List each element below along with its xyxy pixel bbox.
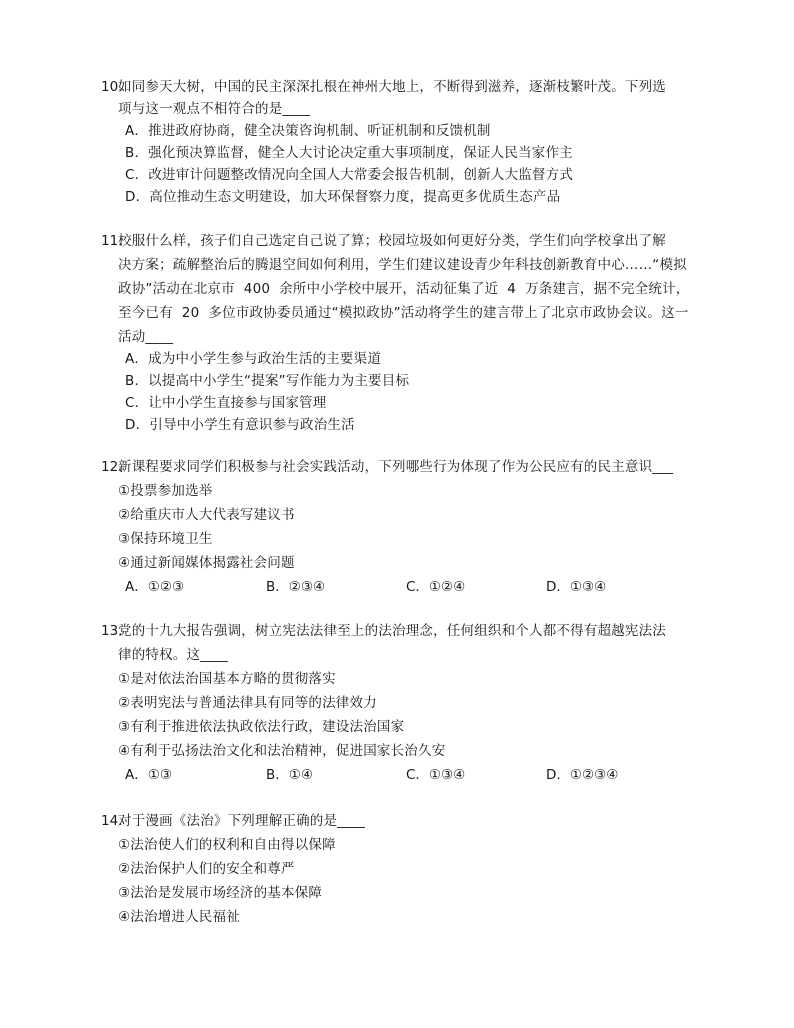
statement-item: ④法治增进人民福祉	[118, 909, 240, 925]
question-number: 10.	[101, 79, 123, 95]
option-d: D．引导中小学生有意识参与政治生活	[125, 417, 355, 433]
option-b: B．强化预决算监督，健全人大讨论决定重大事项制度，保证人民当家作主	[125, 145, 573, 161]
choice-b: B．②③④	[266, 579, 326, 595]
option-b: B．以提高中小学生“提案”写作能力为主要目标	[125, 373, 410, 389]
choice-d: D．①②③④	[546, 767, 619, 783]
choice-d: D．①③④	[546, 579, 607, 595]
choice-b: B．①④	[266, 767, 313, 783]
option-c: C．改进审计问题整改情况向全国人大常委会报告机制，创新人大监督方式	[125, 167, 574, 183]
option-d: D．高位推动生态文明建设，加大环保督察力度，提高更多优质生态产品	[125, 189, 561, 205]
question-stem-line: 项与这一观点不相符合的是____	[118, 101, 311, 117]
question-stem-line: 校服什么样，孩子们自己选定自己说了算；校园垃圾如何更好分类，学生们向学校拿出了解	[118, 233, 666, 249]
option-a: A．成为中小学生参与政治生活的主要渠道	[125, 351, 382, 367]
statement-item: ③法治是发展市场经济的基本保障	[118, 885, 323, 901]
question-stem-line: 活动____	[118, 329, 174, 345]
question-number: 14.	[101, 813, 123, 829]
question-number: 11.	[101, 233, 123, 249]
statement-item: ②给重庆市人大代表写建议书	[118, 507, 295, 523]
question-number: 12.	[101, 459, 123, 475]
statement-item: ③保持环境卫生	[118, 531, 213, 547]
question-stem-line: 政协”活动在北京市 400 余所中小学校中展开，活动征集了近 4 万条建言，据不完全统计，	[118, 281, 690, 297]
statement-item: ③有利于推进依法执政依法行政，建设法治国家	[118, 719, 405, 735]
choice-c: C．①③④	[406, 767, 466, 783]
option-a: A．推进政府协商，健全决策咨询机制、听证机制和反馈机制	[125, 123, 491, 139]
question-stem-line: 至今已有 20 多位市政协委员通过“模拟政协”活动将学生的建言带上了北京市政协会议。这一	[118, 305, 689, 321]
question-stem-line: 党的十九大报告强调，树立宪法法律至上的法治理念，任何组织和个人都不得有超越宪法法	[118, 623, 666, 639]
statement-item: ①法治使人们的权利和自由得以保障	[118, 837, 336, 853]
question-stem-line: 对于漫画《法治》下列理解正确的是____	[118, 813, 365, 829]
statement-item: ①是对依法治国基本方略的贯彻落实	[118, 671, 336, 687]
question-stem-line: 新课程要求同学们积极参与社会实践活动，下列哪些行为体现了作为公民应有的民主意识___	[118, 459, 674, 475]
choice-c: C．①②④	[406, 579, 466, 595]
option-c: C．让中小学生直接参与国家管理	[125, 395, 327, 411]
statement-item: ②表明宪法与普通法律具有同等的法律效力	[118, 695, 377, 711]
statement-item: ④有利于弘扬法治文化和法治精神，促进国家长治久安	[118, 743, 446, 759]
question-stem-line: 决方案；疏解整治后的腾退空间如何利用，学生们建议建设青少年科技创新教育中心……“模拟	[118, 257, 687, 273]
question-number: 13.	[101, 623, 123, 639]
question-stem-line: 如同参天大树，中国的民主深深扎根在神州大地上，不断得到滋养，逐渐枝繁叶茂。下列选	[118, 79, 666, 95]
question-stem-line: 律的特权。这____	[118, 647, 228, 663]
statement-item: ①投票参加选举	[118, 483, 213, 499]
statement-item: ②法治保护人们的安全和尊严	[118, 861, 295, 877]
choice-a: A．①③	[125, 767, 172, 783]
choice-a: A．①②③	[125, 579, 185, 595]
statement-item: ④通过新闻媒体揭露社会问题	[118, 555, 295, 571]
